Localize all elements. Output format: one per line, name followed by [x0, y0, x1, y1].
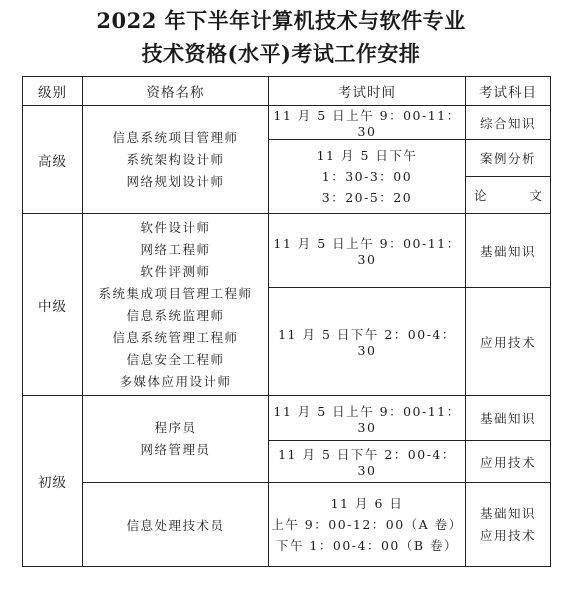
header-exam-subject: 考试科目 — [466, 77, 551, 106]
junior-time-afternoon: 11 月 5 日下午 2：00-4：30 — [269, 441, 466, 483]
exam-time-slot: 上午 9：00-12：00（A 卷） — [271, 517, 463, 532]
table-row — [23, 483, 551, 567]
qualification-name: 信息系统项目管理师 — [112, 129, 239, 145]
table-header-row — [23, 77, 551, 106]
essay-char: 论 — [474, 188, 487, 203]
qualification-name: 软件设计师 — [140, 219, 211, 235]
exam-time-slot: 3：20-5：20 — [321, 190, 413, 205]
senior-subject-general: 综合知识 — [466, 106, 551, 140]
exam-date: 11 月 6 日 — [330, 496, 404, 511]
document-title-line-1: 2022 年下半年计算机技术与软件专业 — [96, 8, 466, 33]
header-level: 级别 — [23, 77, 83, 106]
table-row — [23, 214, 551, 288]
junior-subject-basic: 基础知识 — [466, 396, 551, 441]
intermediate-time-morning: 11 月 5 日上午 9：00-11：30 — [269, 214, 466, 288]
level-intermediate: 中级 — [23, 214, 83, 396]
intermediate-qualifications — [83, 214, 269, 396]
qualification-name: 网络工程师 — [140, 241, 211, 257]
qualification-name: 软件评测师 — [140, 263, 211, 279]
senior-subject-essay — [466, 177, 551, 214]
exam-time-slot: 下午 1：00-4：00（B 卷） — [275, 538, 459, 553]
senior-qualifications — [83, 106, 269, 214]
qualification-name: 信息系统管理工程师 — [112, 329, 239, 345]
junior-subjects-nov6 — [466, 483, 551, 567]
qualification-name: 系统架构设计师 — [126, 151, 225, 167]
junior-qualifications — [83, 396, 269, 483]
exam-date: 11 月 5 日下午 — [316, 148, 418, 163]
junior-time-nov6 — [269, 483, 466, 567]
intermediate-time-afternoon: 11 月 5 日下午 2：00-4：30 — [269, 288, 466, 396]
junior-time-morning: 11 月 5 日上午 9：00-11：30 — [269, 396, 466, 441]
qualification-name: 程序员 — [154, 420, 197, 435]
table-row — [23, 396, 551, 441]
qualification-name: 多媒体应用设计师 — [119, 373, 232, 389]
exam-schedule-table — [22, 76, 551, 567]
senior-time-morning: 11 月 5 日上午 9：00-11：30 — [269, 106, 466, 140]
qualification-name: 信息安全工程师 — [126, 351, 225, 367]
junior-subject-applied: 应用技术 — [466, 441, 551, 483]
exam-subject: 基础知识 — [479, 505, 536, 521]
intermediate-subject-applied: 应用技术 — [466, 288, 551, 396]
qualification-name: 网络管理员 — [140, 442, 211, 457]
junior-qualification-info-processing: 信息处理技术员 — [83, 483, 269, 567]
header-exam-time: 考试时间 — [269, 77, 466, 106]
qualification-name: 系统集成项目管理工程师 — [98, 285, 253, 301]
exam-subject: 应用技术 — [479, 527, 536, 543]
qualification-name: 信息系统监理师 — [126, 307, 225, 323]
qualification-name: 网络规划设计师 — [126, 173, 225, 189]
header-qualification: 资格名称 — [83, 77, 269, 106]
level-junior: 初级 — [23, 396, 83, 567]
senior-subject-case: 案例分析 — [466, 140, 551, 177]
level-senior: 高级 — [23, 106, 83, 214]
document-title-line-2: 技术资格(水平)考试工作安排 — [141, 41, 421, 66]
table-row — [23, 106, 551, 140]
essay-char: 文 — [529, 188, 542, 203]
exam-time-slot: 1：30-3：00 — [321, 169, 413, 184]
senior-time-afternoon — [269, 140, 466, 214]
intermediate-subject-basic: 基础知识 — [466, 214, 551, 288]
